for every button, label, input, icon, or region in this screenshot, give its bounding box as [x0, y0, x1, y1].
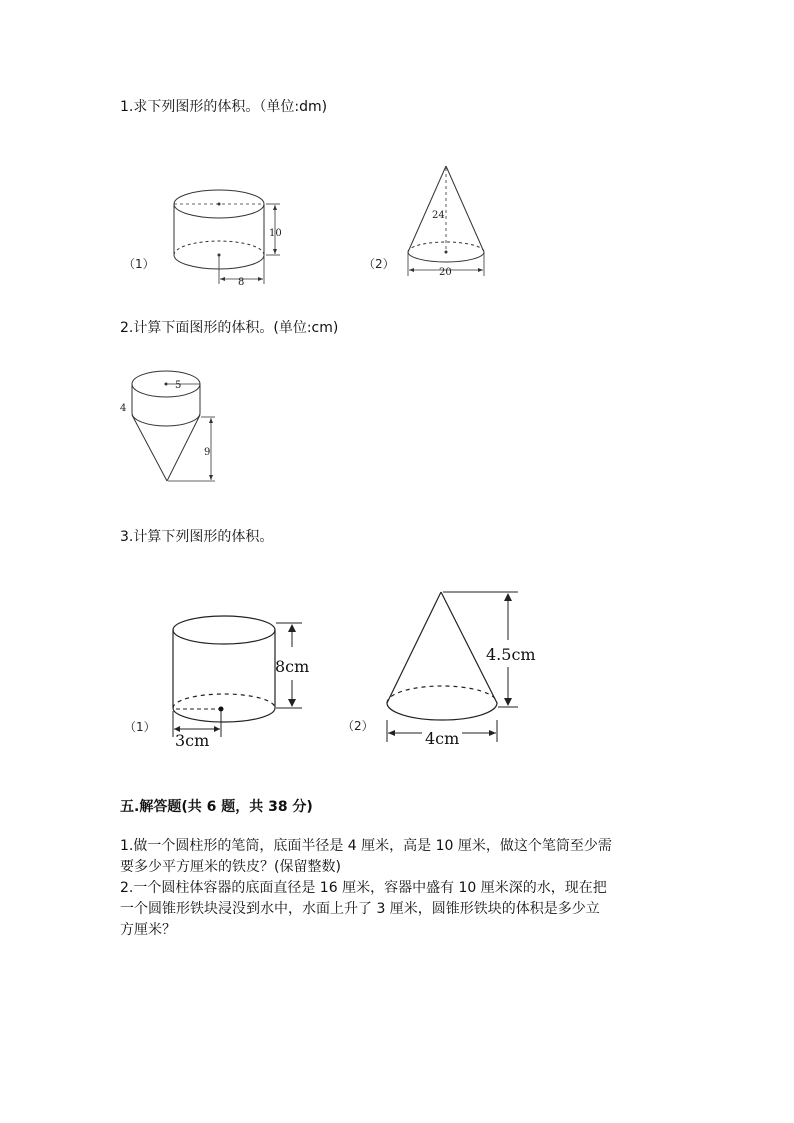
fig1-cone-diameter-label: 20 — [439, 267, 452, 278]
fig1-cyl-radius-label: 8 — [238, 277, 245, 288]
fig2-cyl-height-label: 4 — [120, 403, 127, 414]
fig1-index-2: （2） — [363, 257, 395, 271]
figure-2-composite — [115, 365, 225, 490]
fig1-index-1: （1） — [123, 257, 155, 271]
fig1-cone-height-label: 24 — [432, 210, 445, 221]
fig2-radius-label: 5 — [175, 380, 182, 391]
fig1-cyl-height-label: 10 — [269, 228, 282, 239]
problem-3-title: 3.计算下列图形的体积。 — [120, 529, 274, 545]
question-2-line-2: 一个圆锥形铁块浸没到水中，水面上升了 3 厘米，圆锥形铁块的体积是多少立 — [120, 901, 600, 917]
fig3-cyl-height-label: 8cm — [275, 657, 310, 676]
figure-3-cylinder — [120, 605, 320, 750]
question-1-line-1: 1.做一个圆柱形的笔筒，底面半径是 4 厘米，高是 10 厘米，做这个笔筒至少需 — [120, 838, 612, 854]
problem-1-title: 1.求下列图形的体积。（单位:dm) — [120, 99, 328, 115]
question-1-line-2: 要多少平方厘米的铁皮？(保留整数) — [120, 859, 341, 875]
section-5-heading: 五.解答题(共 6 题，共 38 分) — [120, 799, 313, 815]
fig3-index-1: （1） — [124, 720, 156, 734]
figure-3-cone — [340, 585, 550, 750]
question-2-line-3: 方厘米？ — [120, 922, 176, 938]
question-2-line-1: 2.一个圆柱体容器的底面直径是 16 厘米，容器中盛有 10 厘米深的水，现在把 — [120, 880, 607, 896]
fig3-index-2: （2） — [342, 719, 374, 733]
fig3-cone-height-label: 4.5cm — [486, 645, 536, 664]
fig2-cone-height-label: 9 — [204, 447, 211, 458]
fig3-cyl-radius-label: 3cm — [175, 731, 210, 750]
fig3-cone-diameter-label: 4cm — [425, 729, 460, 748]
problem-2-title: 2.计算下面图形的体积。(单位:cm) — [120, 320, 339, 336]
figure-1-cylinder — [120, 180, 290, 290]
figure-1-cone — [360, 160, 490, 280]
